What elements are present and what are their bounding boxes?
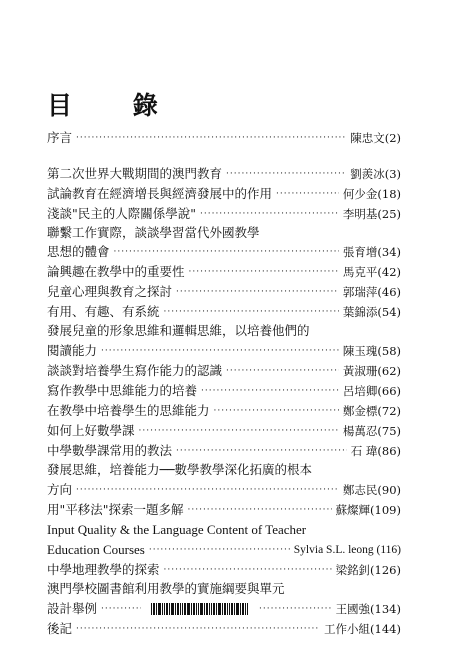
toc-entry[interactable]: [47, 439, 401, 459]
dot-leader: [114, 244, 339, 260]
entry-title: 寫作教學中思維能力的培養: [47, 383, 198, 398]
entry-author-page: 陳忠文(2): [350, 131, 401, 145]
entry-author-page: 石 瑋(86): [350, 444, 401, 458]
entry-title: 用"平移法"探索一題多解: [47, 502, 184, 517]
toc-entry[interactable]: [47, 162, 401, 182]
entry-title: 第二次世界大戰期間的澳門教育: [47, 166, 223, 181]
toc-entry[interactable]: [47, 379, 401, 399]
entry-title: 有用、有趣、有系統: [47, 304, 160, 319]
entry-author-page: 馬克平(42): [342, 265, 401, 279]
dot-leader: [189, 264, 339, 280]
toc-entry[interactable]: [47, 617, 401, 637]
entry-author-page: 李明基(25): [342, 207, 401, 221]
toc-entry[interactable]: [47, 182, 401, 202]
entry-title: 試論教育在經濟增長與經濟發展中的作用: [47, 186, 273, 201]
barcode-image: [151, 603, 249, 615]
entry-title: 閱讀能力: [47, 343, 98, 358]
toc-entry[interactable]: [47, 558, 401, 578]
entry-title-line1: 發展思維，培養能力──數學教學深化拓廣的根本: [47, 462, 313, 477]
dot-leader: [226, 363, 339, 379]
entry-author-page: 鄭金標(72): [342, 404, 401, 418]
entry-author-page: 郭瑞萍(46): [342, 285, 401, 299]
entry-title-line1: 聯繫工作實際，談談學習當代外國教學: [47, 225, 260, 240]
dot-leader: [164, 304, 339, 320]
entry-author-page: 梁銘釗(126): [335, 563, 401, 577]
entry-title: 序言: [47, 130, 73, 145]
dot-leader: [176, 443, 347, 459]
dot-leader: [76, 130, 346, 146]
entry-author-page: 何少金(18): [342, 187, 401, 201]
dot-leader: [164, 562, 332, 578]
dot-leader: [188, 502, 332, 518]
toc-entry[interactable]: [47, 478, 401, 498]
dot-leader: [200, 206, 339, 222]
entry-author-page: Sylvia S.L. leong (116): [293, 544, 401, 556]
entry-author-page: 工作小組(144): [324, 622, 401, 636]
dot-leader: [214, 403, 339, 419]
entry-author-page: 王國強(134): [335, 602, 401, 616]
entry-title: 中學數學課常用的教法: [47, 443, 173, 458]
dot-leader: [101, 601, 141, 617]
entry-title-line1: 發展兒童的形象思維和邏輯思維，以培養他們的: [47, 323, 310, 338]
entry-title: 談談對培養學生寫作能力的認識: [47, 363, 223, 378]
entry-author-page: 陳玉瑰(58): [342, 344, 401, 358]
entry-title: 如何上好數學課: [47, 423, 135, 438]
dot-leader: [259, 601, 332, 617]
toc-entry[interactable]: [47, 300, 401, 320]
toc-entry[interactable]: [47, 280, 401, 300]
entry-title: 論興趣在教學中的重要性: [47, 264, 185, 279]
toc-entry[interactable]: [47, 538, 401, 558]
entry-title: 中學地理教學的探索: [47, 562, 160, 577]
entry-author-page: 黃淑珊(62): [342, 364, 401, 378]
entry-title: 設計舉例: [47, 601, 98, 616]
toc-entry[interactable]: [47, 260, 401, 280]
dot-leader: [76, 482, 339, 498]
toc-entry[interactable]: [47, 202, 401, 222]
toc-entry[interactable]: [47, 597, 401, 617]
entry-title-line1: 澳門學校圖書館利用教學的實施綱要與單元: [47, 581, 285, 596]
dot-leader: [176, 284, 339, 300]
entry-title: 思想的體會: [47, 244, 110, 259]
entry-title: 兒童心理與教育之探討: [47, 284, 173, 299]
dot-leader: [139, 423, 339, 439]
dot-leader: [101, 343, 339, 359]
entry-title: 後記: [47, 621, 73, 636]
entry-title-line1: Input Quality & the Language Content of Teacher: [47, 522, 307, 537]
toc-entry[interactable]: [47, 240, 401, 260]
entry-author-page: 鄭志民(90): [342, 483, 401, 497]
entry-author-page: 劉羨冰(3): [350, 167, 401, 181]
page-title: 目 錄: [47, 91, 184, 120]
entry-author-page: 呂培卿(66): [342, 384, 401, 398]
entry-title: 方向: [47, 482, 73, 497]
dot-leader: [76, 621, 320, 637]
entry-author-page: 蘇燦輝(109): [335, 503, 401, 517]
toc-entry[interactable]: [47, 339, 401, 359]
dot-leader: [149, 542, 290, 558]
dot-leader: [201, 383, 339, 399]
entry-author-page: 張育增(34): [342, 245, 401, 259]
toc-entry[interactable]: [47, 126, 401, 146]
entry-title: 淺談"民主的人際關係學說": [47, 206, 196, 221]
dot-leader: [276, 186, 339, 202]
entry-author-page: 楊萬忍(75): [342, 424, 401, 438]
entry-author-page: 葉錦添(54): [342, 305, 401, 319]
toc-entry[interactable]: [47, 399, 401, 419]
entry-title: 在教學中培養學生的思維能力: [47, 403, 210, 418]
toc-entry[interactable]: [47, 419, 401, 439]
toc-entry[interactable]: [47, 498, 401, 518]
entry-title: Education Courses: [47, 542, 145, 557]
dot-leader: [226, 166, 346, 182]
toc-entry[interactable]: [47, 359, 401, 379]
